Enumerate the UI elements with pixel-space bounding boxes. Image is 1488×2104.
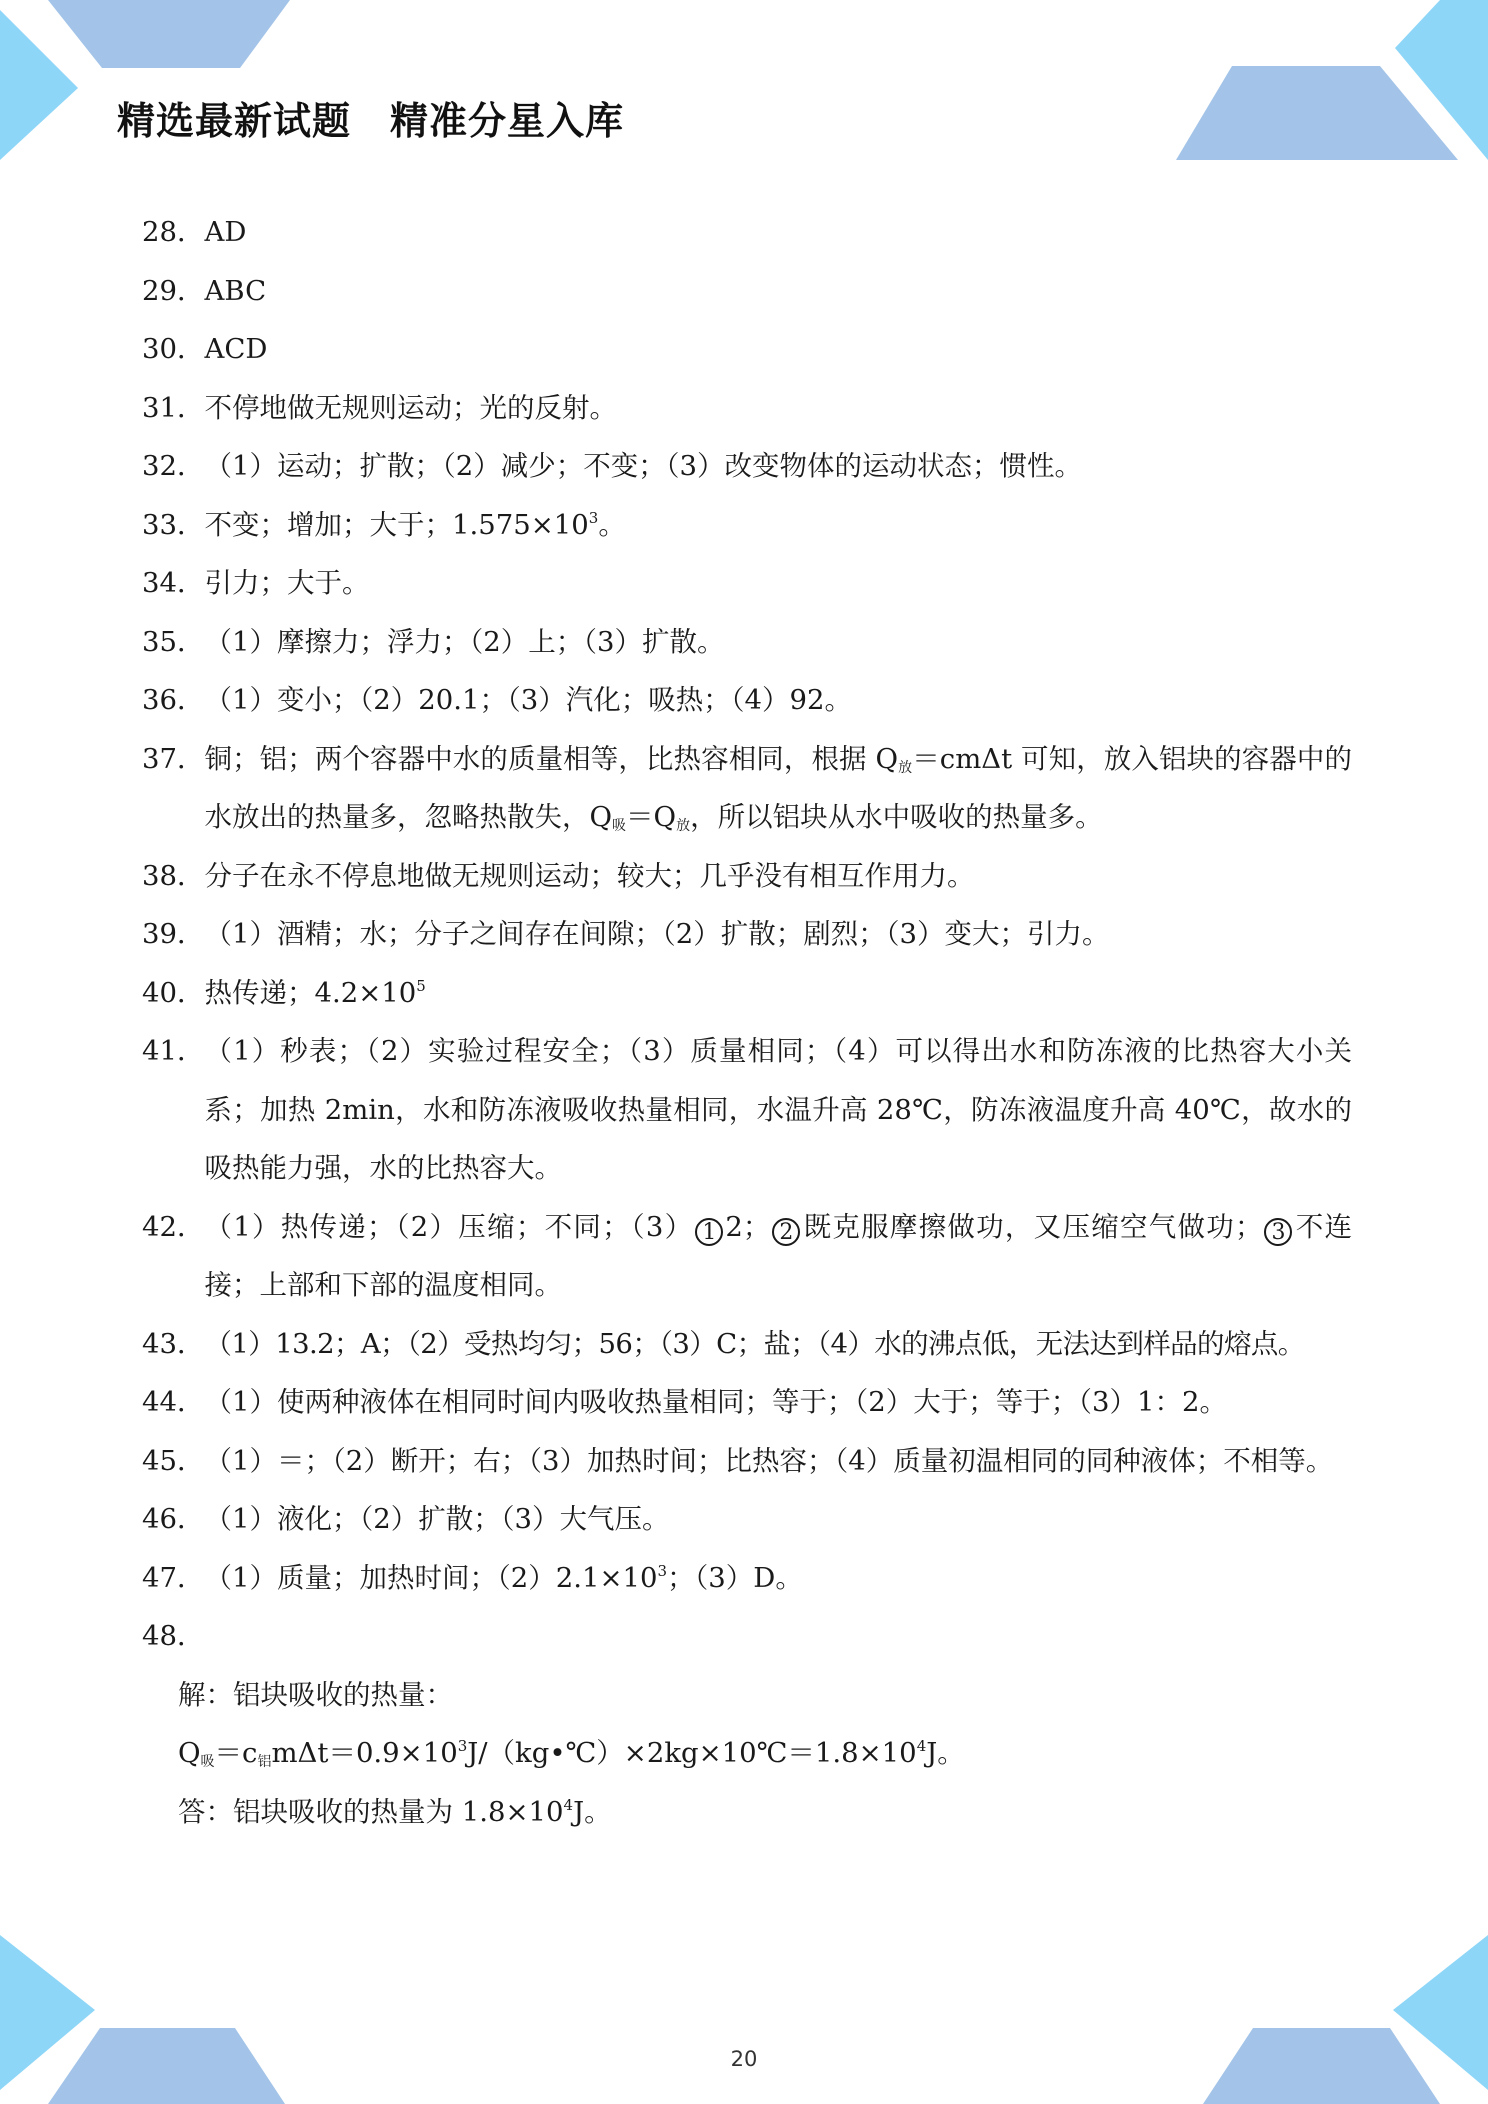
- item-number: 48．: [142, 1620, 205, 1652]
- item-text: ABC: [204, 274, 267, 307]
- page-number: 20: [730, 2047, 758, 2071]
- answer-list: [142, 203, 1352, 1841]
- answer-item-41: [142, 1022, 1352, 1198]
- header-title: 精选最新试题 精准分星入库: [117, 99, 625, 143]
- answer-item-38: [142, 847, 1352, 906]
- item-number: 35．: [142, 625, 205, 658]
- item-text: （1）使两种液体在相同时间内吸收热量相同；等于；（2）大于；等于；（3）1：2。: [204, 1386, 1227, 1418]
- answer-item-31: [142, 379, 1352, 438]
- item-number: 42．: [142, 1210, 205, 1243]
- answer-item-46: [142, 1490, 1352, 1549]
- item-number: 28．: [142, 216, 205, 248]
- answer-item-39: [142, 905, 1352, 964]
- answer-item-40: [142, 964, 1352, 1023]
- solution-48: [142, 1666, 1352, 1842]
- item-number: 41．: [142, 1035, 205, 1067]
- item-text: （1）运动；扩散；（2）减少；不变；（3）改变物体的运动状态；惯性。: [204, 450, 1082, 482]
- answer-item-45: [142, 1432, 1352, 1491]
- answer-item-34: [142, 554, 1352, 613]
- item-text: AD: [204, 216, 247, 248]
- answer-item-35: [142, 613, 1352, 672]
- top-left-dark-trapezoid: [48, 0, 290, 68]
- item-text: （1）摩擦力；浮力；（2）上；（3）扩散。: [204, 625, 725, 658]
- item-number: 31．: [142, 391, 205, 424]
- item-text: 不停地做无规则运动；光的反射。: [204, 391, 617, 424]
- item-text: 热传递；$4.2\times 10^5$: [204, 976, 426, 1009]
- item-text: （1）液化；（2）扩散；（3）大气压。: [204, 1503, 670, 1535]
- answer-item-47: [142, 1549, 1352, 1608]
- item-number: 30．: [142, 333, 205, 365]
- item-number: 38．: [142, 859, 205, 892]
- answer-item-30: [142, 320, 1352, 379]
- answer-item-48: [142, 1607, 1352, 1666]
- answer-item-28: [142, 203, 1352, 262]
- circled-number: 2: [772, 1218, 800, 1246]
- answer-item-33: [142, 496, 1352, 555]
- item-number: 29．: [142, 274, 205, 307]
- item-number: 40．: [142, 976, 205, 1009]
- item-text: 引力；大于。: [204, 567, 370, 599]
- item-number: 43．: [142, 1327, 205, 1360]
- item-number: 36．: [142, 684, 205, 716]
- item-text: （1）变小；（2）20.1；（3）汽化；吸热；（4）92。: [204, 684, 852, 716]
- item-text: ACD: [204, 333, 268, 365]
- answer-item-29: [142, 262, 1352, 321]
- item-text: 不变；增加；大于；$1.575\times 10^3$。: [204, 508, 626, 541]
- circled-number: 1: [695, 1218, 723, 1246]
- item-number: 45．: [142, 1444, 205, 1477]
- answer-item-44: [142, 1373, 1352, 1432]
- answer-item-42: [142, 1198, 1352, 1315]
- item-text: （1）＝；（2）断开；右；（3）加热时间；比热容；（4）质量初温相同的同种液体；不相等。: [204, 1444, 1334, 1477]
- item-number: 47．: [142, 1561, 205, 1594]
- item-text: 铜；铝；两个容器中水的质量相等，比热容相同，根据 $Q_放=cm\Delta t$ 可知，放入铝块的容器中的水放出的热量多，忽略热散失，$Q_吸=Q_放$，所以铝块从水中吸收的热量多。: [204, 742, 1352, 834]
- item-number: 44．: [142, 1386, 205, 1418]
- item-number: 46．: [142, 1503, 205, 1535]
- top-left-light-triangle: [0, 10, 78, 160]
- top-right-dark-trapezoid: [1176, 66, 1458, 160]
- item-number: 39．: [142, 918, 205, 950]
- item-text: （1）质量；加热时间；$(2)2.1\times 10^3$；（3）D。: [204, 1561, 803, 1594]
- item-number: 37．: [142, 742, 205, 775]
- solution-line-intro: 解：铝块吸收的热量：: [178, 1678, 453, 1711]
- item-number: 33．: [142, 508, 205, 541]
- answer-item-43: [142, 1315, 1352, 1374]
- item-text: （1）13.2；A；（2）受热均匀；56；（3）C；盐；（4）水的沸点低，无法达到样品的熔点。: [204, 1327, 1305, 1360]
- item-text: （1）热传递；（2）压缩；不同；（3） 1 2； 2 既克服摩擦做功，又压缩空气做功； 3 不连接；上部和下部的温度相同。: [204, 1210, 1352, 1301]
- item-text: （1）酒精；水；分子之间存在间隙；（2）扩散；剧烈；（3）变大；引力。: [204, 918, 1110, 950]
- answer-item-32: [142, 437, 1352, 496]
- circled-number: 3: [1264, 1218, 1292, 1246]
- answer-item-36: [142, 671, 1352, 730]
- item-text: 分子在永不停息地做无规则运动；较大；几乎没有相互作用力。: [204, 859, 975, 892]
- solution-line-answer: 答：铝块吸收的热量为 $1.8\times 10^4J$。: [178, 1795, 612, 1828]
- solution-line-calculation: $Q_吸=c_铝m\Delta t=0.9\times 10^3J/(kg•℃)\times 2kg\times 10℃=1.8\times 10^4J$。: [178, 1737, 965, 1770]
- item-number: 34．: [142, 567, 205, 599]
- item-text: （1）秒表；（2）实验过程安全；（3）质量相同；（4）可以得出水和防冻液的比热容大小关系；加热 2min，水和防冻液吸收热量相同，水温升高 28℃，防冻液温度升高 40℃，故水的吸热能力强，水的比热容大。: [204, 1035, 1352, 1184]
- item-number: 32．: [142, 450, 205, 482]
- item-text: [205, 1607, 1353, 1666]
- answer-item-37: [142, 730, 1352, 847]
